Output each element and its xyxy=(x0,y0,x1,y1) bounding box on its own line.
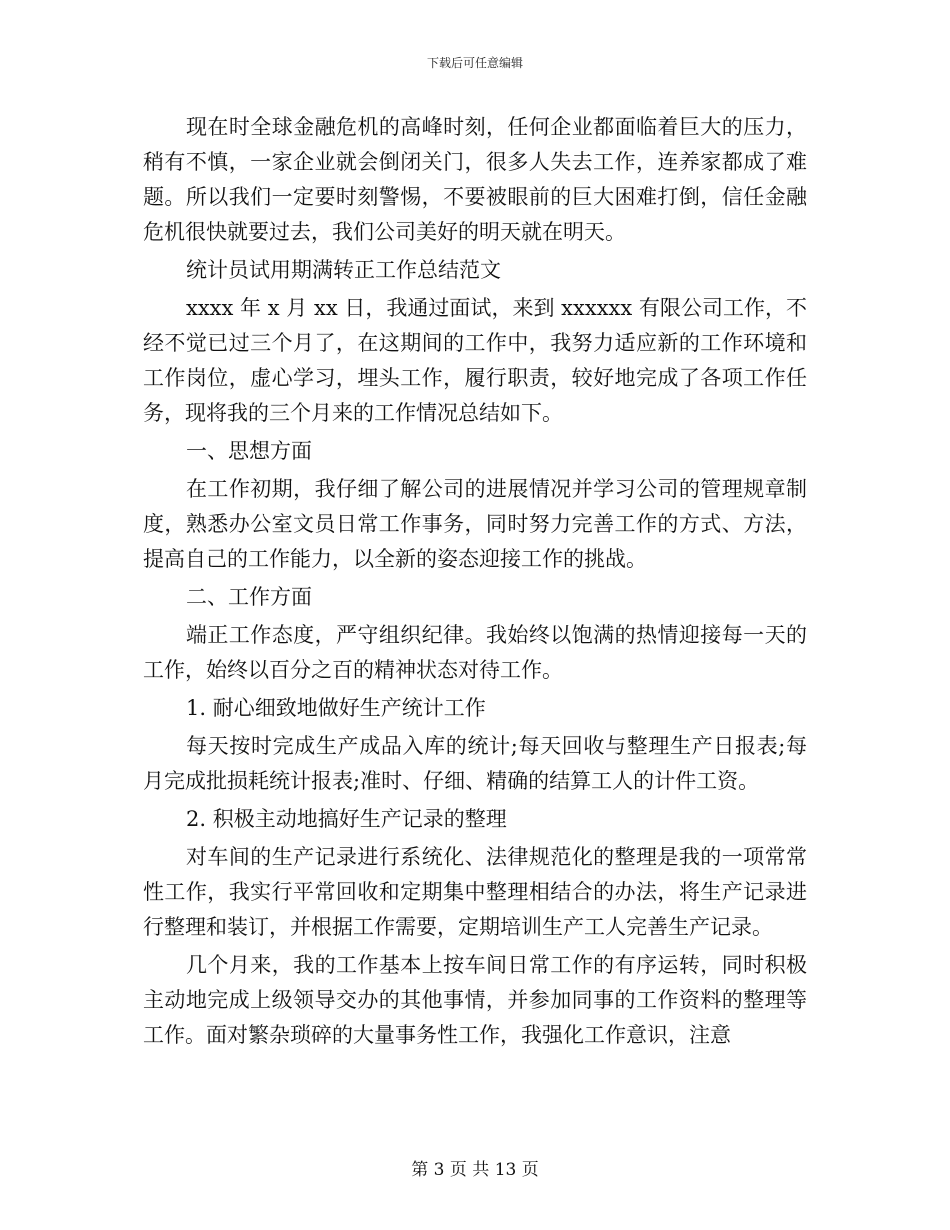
paragraph: 现在时全球金融危机的高峰时刻，任何企业都面临着巨大的压力，稍有不慎，一家企业就会倒闭关门，很多人失去工作，连养家都成了难题。所以我们一定要时刻警惕，不要被眼前的巨大困难打倒，信任金融危机很快就要过去，我们公司美好的明天就在明天。 xyxy=(143,115,807,244)
subsection-heading: 2. 积极主动地搞好生产记录的整理 xyxy=(186,807,507,831)
section-heading: 一、思想方面 xyxy=(186,439,312,463)
section-heading: 二、工作方面 xyxy=(186,585,312,609)
paragraph: xxxx 年 x 月 xx 日，我通过面试，来到 xxxxxx 有限公司工作，不经不觉已过三个月了，在这期间的工作中，我努力适应新的工作环境和工作岗位，虚心学习，埋头工作，履行职责，较好地完成了各项工作任务，现将我的三个月来的工作情况总结如下。 xyxy=(143,296,807,425)
subsection-heading: 1. 耐心细致地做好生产统计工作 xyxy=(186,696,486,720)
document-body xyxy=(143,110,807,1053)
paragraph: 每天按时完成生产成品入库的统计;每天回收与整理生产日报表;每月完成批损耗统计报表;准时、仔细、精确的结算工人的计件工资。 xyxy=(143,734,807,793)
page-header-note: 下载后可任意编辑 xyxy=(426,56,523,70)
section-title: 统计员试用期满转正工作总结范文 xyxy=(186,258,501,282)
paragraph: 在工作初期，我仔细了解公司的进展情况并学习公司的管理规章制度，熟悉办公室文员日常工作事务，同时努力完善工作的方式、方法，提高自己的工作能力，以全新的姿态迎接工作的挑战。 xyxy=(143,477,807,571)
paragraph: 对车间的生产记录进行系统化、法律规范化的整理是我的一项常常性工作，我实行平常回收和定期集中整理相结合的办法，将生产记录进行整理和装订，并根据工作需要，定期培训生产工人完善生产记录。 xyxy=(143,845,807,939)
page-number-footer: 第 3 页 共 13 页 xyxy=(411,1160,539,1180)
paragraph: 几个月来，我的工作基本上按车间日常工作的有序运转，同时积极主动地完成上级领导交办的其他事情，并参加同事的工作资料的整理等工作。面对繁杂琐碎的大量事务性工作，我强化工作意识，注意 xyxy=(143,953,807,1047)
paragraph: 端正工作态度，严守组织纪律。我始终以饱满的热情迎接每一天的工作，始终以百分之百的精神状态对待工作。 xyxy=(143,623,807,682)
